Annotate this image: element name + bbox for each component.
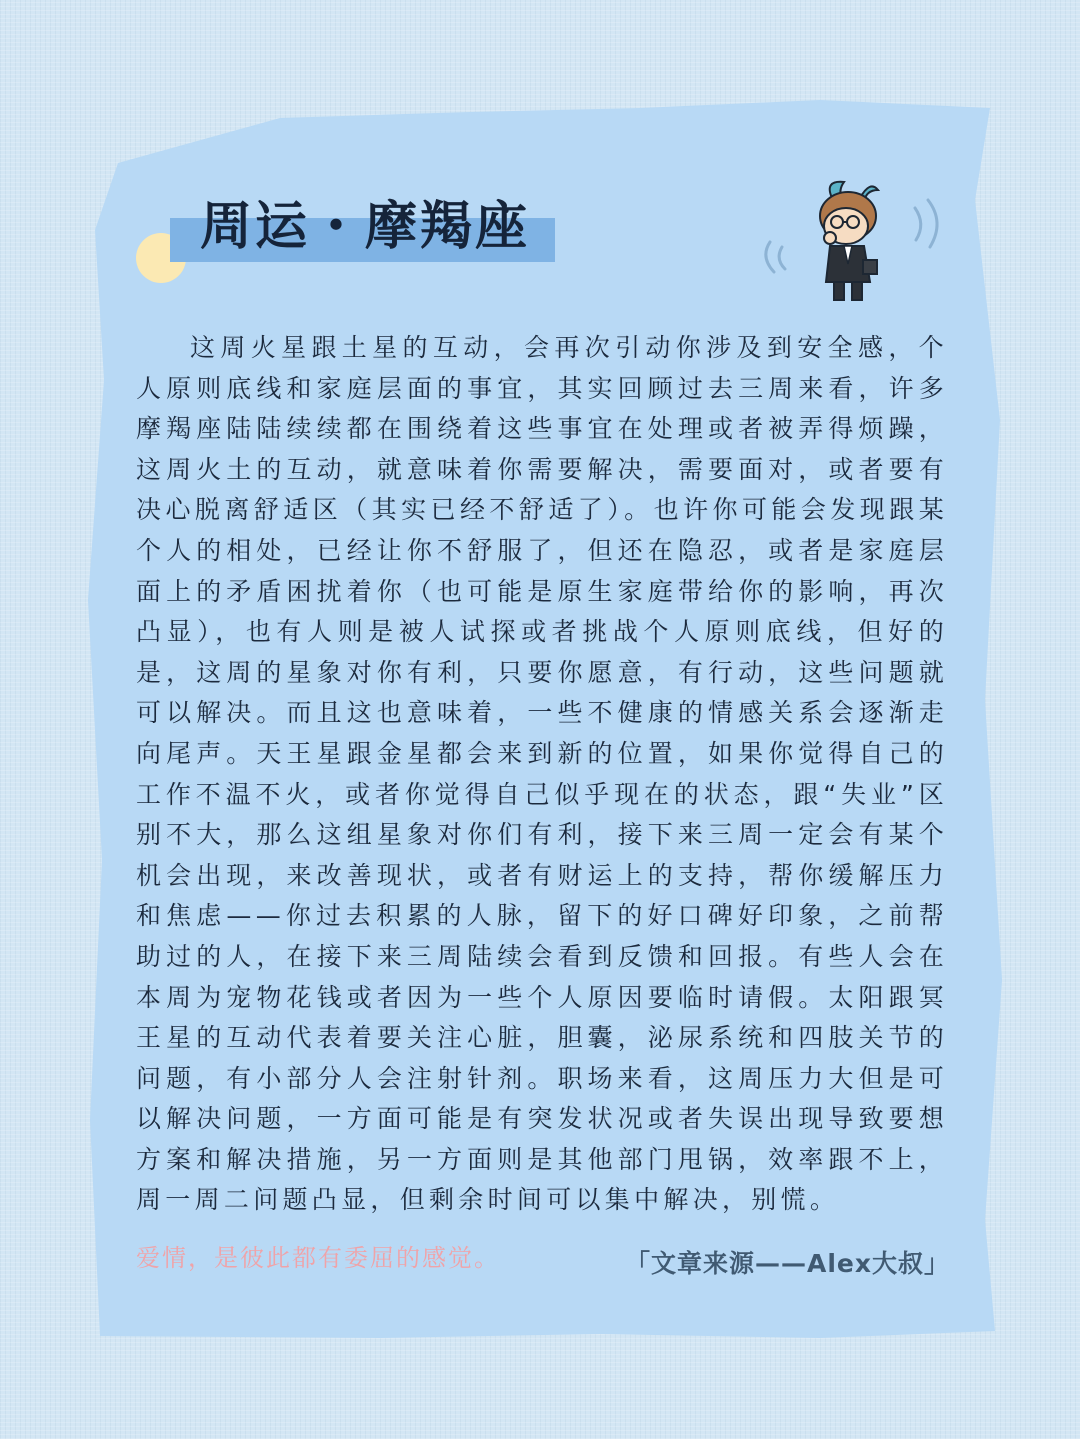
capricorn-mascot-icon [760, 172, 950, 307]
love-quote: 爱情，是彼此都有委屈的感觉。 [136, 1244, 500, 1272]
horoscope-paragraph: 这周火星跟土星的互动，会再次引动你涉及到安全感，个人原则底线和家庭层面的事宜，其实回顾过去三周来看，许多摩羯座陆陆续续都在围绕着这些事宜在处理或者被弄得烦躁，这周火土的互动，就意味着你需要解决，需要面对，或者要有决心脱离舒适区（其实已经不舒适了）。也许你可能会发现跟某个人的相处，已经让你不舒服了，但还在隐忍，或者是家庭层面上的矛盾困扰着你（也可能是原生家庭带给你的影响，再次凸显），也有人则是被人试探或者挑战个人原则底线，但好的是，这周的星象对你有利，只要你愿意，有行动，这些问题就可以解决。而且这也意味着，一些不健康的情感关系会逐渐走向尾声。天王星跟金星都会来到新的位置，如果你觉得自己的工作不温不火，或者你觉得自己似乎现在的状态，跟“失业”区别不大，那么这组星象对你们有利，接下来三周一定会有某个机会出现，来改善现状，或者有财运上的支持，帮你缓解压力和焦虑——你过去积累的人脉，留下的好口碑好印象，之前帮助过的人，在接下来三周陆续会看到反馈和回报。有些人会在本周为宠物花钱或者因为一些个人原因要临时请假。太阳跟冥王星的互动代表着要关注心脏，胆囊，泌尿系统和四肢关节的问题，有小部分人会注射针剂。职场来看，这周压力大但是可以解决问题，一方面可能是有突发状况或者失误出现导致要想方案和解决措施，另一方面则是其他部门甩锅，效率跟不上，周一周二问题凸显，但剩余时间可以集中解决，别慌。 [136, 333, 948, 1215]
page-title: 周运・摩羯座 [200, 197, 531, 257]
article-source: 「文章来源——Alex大叔」 [625, 1249, 950, 1278]
